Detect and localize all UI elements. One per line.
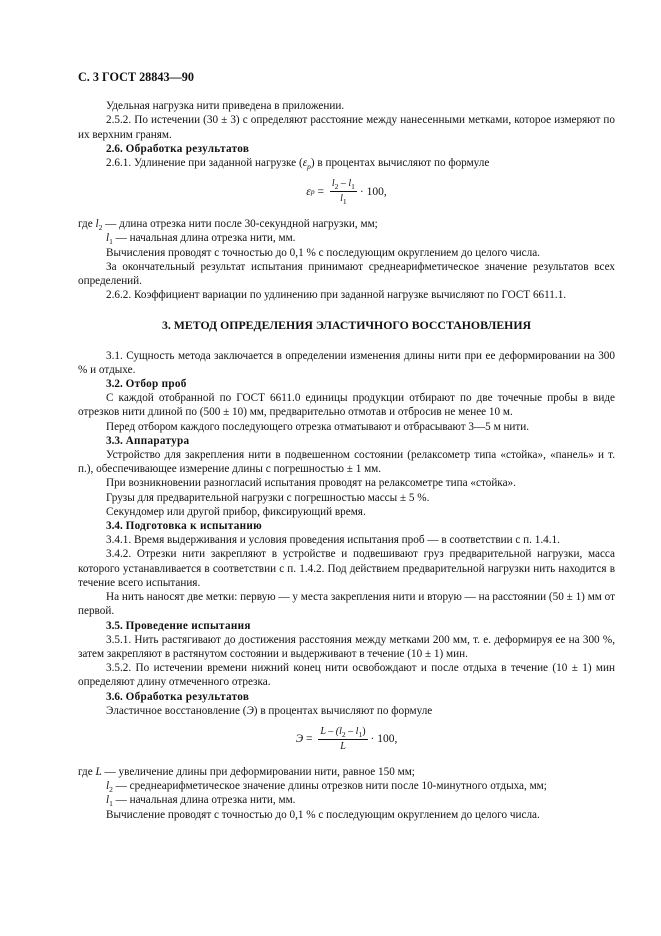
formula-elastic-recovery: Э = $\frac{L - (l_2 - l_1)}{L}$ · 100, xyxy=(295,725,398,752)
paragraph-3-3-b: При возникновении разногласий испытания проводят на релаксометре типа «стойка». xyxy=(106,477,516,490)
paragraph-3-1: 3.1. Сущность метода заключается в определении изменения длины нити при ее деформировании на 300 % и отдыхе. xyxy=(78,349,615,376)
heading-3-2: 3.2. Отбор проб xyxy=(106,378,187,391)
where-l2: где $l_2$ — длина отрезка нити после 30-секундной нагрузки, мм; xyxy=(78,218,378,233)
heading-3-3: 3.3. Аппаратура xyxy=(106,434,190,447)
paragraph-3-4-2: 3.4.2. Отрезки нити закрепляют в устройстве и подвешивают груз предварительной нагрузки, масса которого устанавливается в соответствии с п. 1.4.2. Под действием предварительной нагрузки нить находится в течение всего испытания. xyxy=(78,548,615,589)
heading-3-6: 3.6. Обработка результатов xyxy=(106,690,250,703)
where-l2-avg: $l_2$ — среднеарифметическое значение длины отрезков нити после 10-минутного отдыха, мм; xyxy=(106,780,547,795)
paragraph-3-5-2: 3.5.2. По истечении времени нижний конец нити освобождают и после отдыха в течение (10 ± 1) мин определяют длину отмеченного отрезка. xyxy=(78,662,615,689)
formula-elongation: ε p = $\frac{l_2 - l_1}{l_1}$ · 100, xyxy=(306,178,387,207)
document-page xyxy=(78,70,615,822)
where-l1-initial: $l_1$ — начальная длина отрезка нити, мм. xyxy=(106,794,296,809)
paragraph-3-5-1: 3.5.1. Нить растягивают до достижения расстояния между метками 200 мм, т. е. деформируя ее на 300 %, затем закрепляют в растянутом состоянии и выдерживают в течение (10 ± 1) мин. xyxy=(78,633,615,660)
paragraph-3-2-b: Перед отбором каждого последующего отрезка отматывают и отбрасывают 3—5 м нити. xyxy=(106,420,530,433)
paragraph-3-3-c: Грузы для предварительной нагрузки с погрешностью массы ± 5 %. xyxy=(106,491,430,504)
where-L: где L — увеличение длины при деформировании нити, равное 150 мм; xyxy=(78,765,415,778)
paragraph-calc-precision-1: Вычисления проводят с точностью до 0,1 % с последующим округлением до целого числа. xyxy=(106,246,540,259)
paragraph-calc-precision-2: Вычисление проводят с точностью до 0,1 % с последующим округлением до целого числа. xyxy=(106,808,540,821)
heading-2-6: 2.6. Обработка результатов xyxy=(106,142,250,155)
paragraph-specific-load: Удельная нагрузка нити приведена в приложении. xyxy=(106,100,345,113)
page-header: С. 3 ГОСТ 28843—90 xyxy=(78,70,194,84)
heading-3-5: 3.5. Проведение испытания xyxy=(106,619,251,632)
paragraph-2-6-1: 2.6.1. Удлинение при заданной нагрузке $(\varepsilon_p)$ в процентах вычисляют по формуле xyxy=(106,157,490,172)
paragraph-3-3-d: Секундомер или другой прибор, фиксирующий время. xyxy=(106,505,366,518)
heading-3-4: 3.4. Подготовка к испытанию xyxy=(106,520,262,533)
paragraph-final-result: За окончательный результат испытания принимают среднеарифметическое значение результатов всех определений. xyxy=(78,260,615,288)
paragraph-3-2-a: С каждой отобранной по ГОСТ 6611.0 единицы продукции отбирают по две точечные пробы в виде отрезков нити длиной по (500 ± 10) мм, предварительно отмотав и отбросив не менее 10 м. xyxy=(78,392,615,419)
paragraph-2-6-2: 2.6.2. Коэффициент вариации по удлинению при заданной нагрузке вычисляют по ГОСТ 6611.1. xyxy=(106,289,567,302)
paragraph-3-6: Эластичное восстановление (Э) в процентах вычисляют по формуле xyxy=(106,704,433,717)
paragraph-3-3-a: Устройство для закрепления нити в подвешенном состоянии (релаксометр типа «стойка», «панель» и т. п.), обеспечивающее измерение длины с погрешностью ± 1 мм. xyxy=(78,449,615,476)
paragraph-2-5-2: 2.5.2. По истечении (30 ± 3) с определяют расстояние между нанесенными метками, которое измеряют по их верхним граням. xyxy=(78,114,615,141)
where-l1: $l_1$ — начальная длина отрезка нити, мм. xyxy=(106,232,296,247)
section-3-title: 3. МЕТОД ОПРЕДЕЛЕНИЯ ЭЛАСТИЧНОГО ВОССТАНОВЛЕНИЯ xyxy=(161,318,532,333)
paragraph-3-4-1: 3.4.1. Время выдерживания и условия проведения испытания проб — в соответствии с п. 1.4.1. xyxy=(106,534,560,547)
paragraph-3-4-marks: На нить наносят две метки: первую — у места закрепления нити и вторую — на расстоянии (50 ± 1) мм от первой. xyxy=(78,591,615,618)
